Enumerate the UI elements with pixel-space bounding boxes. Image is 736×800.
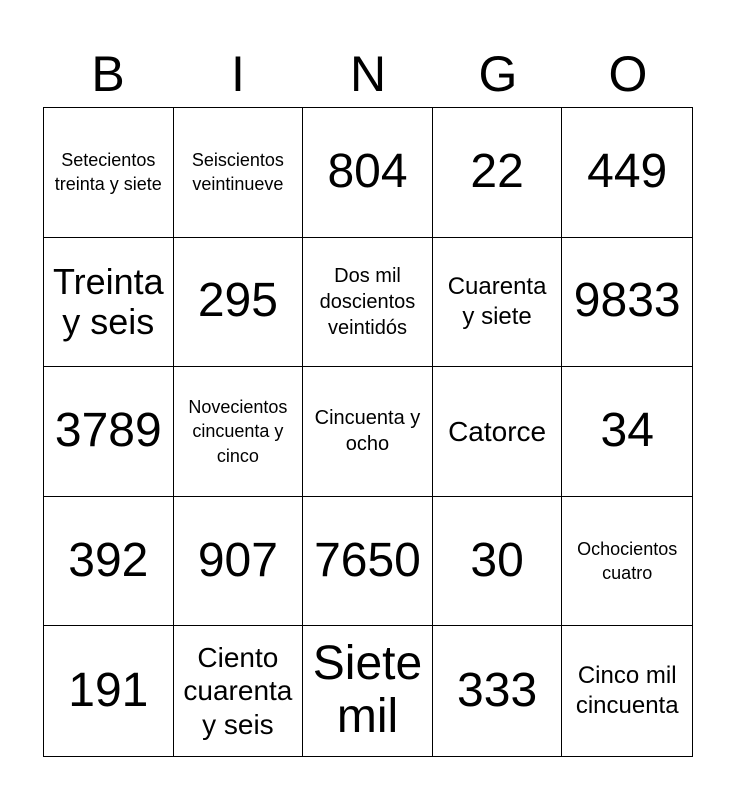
bingo-cell[interactable]: Setecientos treinta y siete <box>44 108 174 238</box>
bingo-cell[interactable]: Catorce <box>433 367 563 497</box>
bingo-cell[interactable]: Cinco mil cincuenta <box>575 662 679 720</box>
bingo-cell[interactable]: Dos mil doscientos veintidós <box>303 238 433 368</box>
header-letter-i: I <box>231 46 245 102</box>
bingo-cell[interactable]: 34 <box>562 367 692 497</box>
bingo-header <box>43 42 693 106</box>
bingo-cell[interactable]: 191 <box>44 626 174 756</box>
bingo-cell[interactable]: 3789 <box>44 367 174 497</box>
header-letter-g: G <box>478 46 518 102</box>
bingo-cell[interactable]: Cincuenta y ocho <box>303 367 433 497</box>
header-letter-o: O <box>608 46 648 102</box>
header-letter-n: N <box>349 46 387 102</box>
bingo-cell[interactable]: Ochocientos cuatro <box>562 497 692 627</box>
bingo-cell[interactable]: Cuarenta y siete <box>433 238 563 368</box>
bingo-cell[interactable]: Treinta y seis <box>44 238 174 368</box>
bingo-grid <box>43 107 693 757</box>
bingo-cell[interactable]: 295 <box>174 238 304 368</box>
bingo-cell[interactable]: Novecientos cincuenta y cinco <box>174 367 304 497</box>
bingo-cell[interactable]: 804 <box>303 108 433 238</box>
bingo-cell[interactable]: 907 <box>174 497 304 627</box>
bingo-cell[interactable]: 30 <box>433 497 563 627</box>
bingo-cell[interactable]: Seiscientos veintinueve <box>174 108 304 238</box>
bingo-cell[interactable]: 22 <box>433 108 563 238</box>
bingo-cell[interactable]: 392 <box>44 497 174 627</box>
bingo-cell[interactable]: 7650 <box>303 497 433 627</box>
bingo-cell[interactable]: Siete mil <box>303 626 433 756</box>
bingo-cell[interactable]: 9833 <box>562 238 692 368</box>
bingo-cell[interactable]: Ciento cuarenta y seis <box>174 626 304 756</box>
header-letter-b: B <box>91 46 125 102</box>
bingo-cell[interactable]: 449 <box>562 108 692 238</box>
bingo-cell[interactable]: 333 <box>433 626 563 756</box>
